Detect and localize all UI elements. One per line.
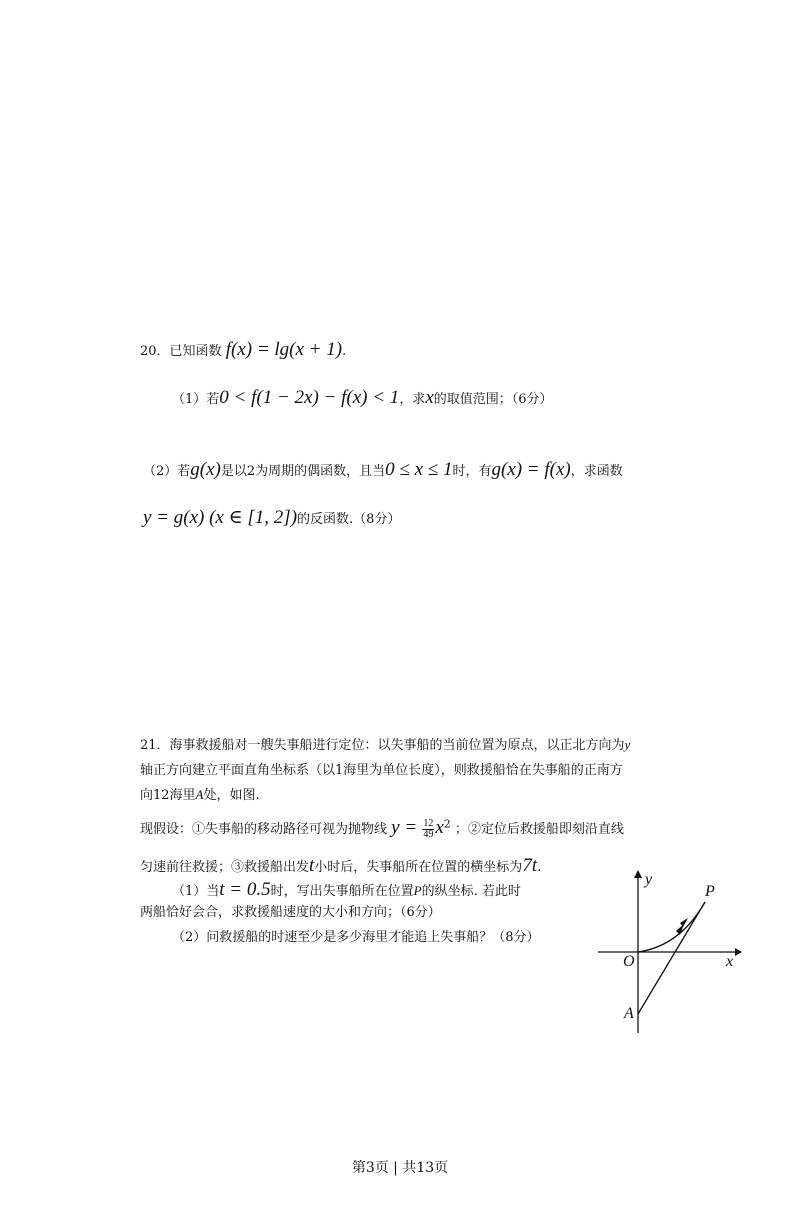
q21-line3 xyxy=(140,788,260,802)
q20-number: 20． xyxy=(140,344,170,359)
q21-line3-text-b: 处，如图. xyxy=(203,788,260,803)
page-footer: 第3页 | 共13页 xyxy=(351,1160,449,1176)
q20-part2-equation: g(x) = f(x) xyxy=(491,459,571,480)
figure-label-P: P xyxy=(705,883,715,900)
q20-part1-var: x xyxy=(425,387,434,408)
q21-part2 xyxy=(172,931,540,944)
q21-line3-var: A xyxy=(195,787,204,802)
q21-line1-var: y xyxy=(624,737,631,752)
parabola-curve xyxy=(638,902,705,952)
q20-part2-line2 xyxy=(143,508,400,527)
q21-line5 xyxy=(140,856,541,875)
parabola-direction-arrow-icon xyxy=(680,918,688,927)
q21-part1-label: （1）当 xyxy=(172,884,220,899)
q20-part2-condition: 0 ≤ x ≤ 1 xyxy=(385,459,453,480)
q21-line2-text: 轴正方向建立平面直角坐标系（以1海里为单位长度），则救援船恰在失事船的正南方 xyxy=(140,763,623,778)
q20-function: f(x) = lg(x + 1) xyxy=(225,339,343,360)
q20-part2-label: （2）若 xyxy=(143,464,191,479)
q21-part1-line2 xyxy=(140,906,441,919)
q21-line4-text-b: ；②定位后救援船即刻沿直线 xyxy=(454,822,624,837)
q20-part2-text2: 时，有 xyxy=(452,464,492,479)
figure-label-A: A xyxy=(624,1005,634,1022)
fraction-denominator: 49 xyxy=(423,829,434,840)
parabola-x: x xyxy=(435,817,444,838)
figure-label-x: x xyxy=(726,953,734,970)
coordinate-diagram xyxy=(595,866,745,1041)
q21-line5-text-b: 小时后，失事船所在位置的横坐标为 xyxy=(314,860,523,875)
q20-stem xyxy=(140,340,346,359)
x-axis-arrow-icon xyxy=(735,948,742,956)
q21-line4-text-a: 现假设：①失事船的移动路径可视为抛物线 xyxy=(140,822,388,837)
q21-line5-t: t xyxy=(309,855,315,876)
q21-line1 xyxy=(140,738,630,752)
q21-part1-line2-text: 两船恰好会合，求救援船速度的大小和方向；（6分） xyxy=(140,905,441,920)
figure-label-O: O xyxy=(623,953,635,970)
q20-part1-label: （1）若 xyxy=(172,392,220,407)
q21-part1-text-c: 的纵坐标. 若此时 xyxy=(421,884,521,899)
q21-line5-7t: 7t xyxy=(522,855,538,876)
fraction-numerator: 12 xyxy=(423,818,434,829)
q20-intro: 已知函数 xyxy=(169,344,222,359)
q20-part1-end: 的取值范围；（6分） xyxy=(433,392,553,407)
q21-part1-t: t = 0.5 xyxy=(219,879,271,900)
q21-line3-text-a: 向12海里 xyxy=(140,788,196,803)
figure-label-y: y xyxy=(645,871,653,888)
q21-line1-text: 21．海事救援船对一艘失事船进行定位：以失事船的当前位置为原点，以正北方向为 xyxy=(140,738,625,753)
q20-intro-end: . xyxy=(342,344,347,359)
q20-part2-g: g(x) xyxy=(190,459,221,480)
q20-part2-end: 的反函数.（8分） xyxy=(297,512,401,527)
q21-line5-end: . xyxy=(537,860,542,875)
parabola-fraction xyxy=(422,819,434,840)
q20-part1 xyxy=(172,388,553,407)
q21-line4 xyxy=(140,818,624,840)
q20-part2-text1: 是以2为周期的偶函数，且当 xyxy=(220,464,386,479)
parabola-exponent: 2 xyxy=(443,817,451,831)
q21-line5-text-a: 匀速前往救援；③救援船出发 xyxy=(140,860,310,875)
q21-part2-text: （2）问救援船的时速至少是多少海里才能追上失事船？（8分） xyxy=(172,930,540,945)
q21-line2 xyxy=(140,764,623,777)
q21-part1-text-b: 时，写出失事船所在位置 xyxy=(270,884,414,899)
q20-part2-text3: ，求函数 xyxy=(570,464,623,479)
q20-part2-function: y = g(x) (x ∈ [1, 2]) xyxy=(143,507,298,528)
q20-part2-line1 xyxy=(143,460,623,479)
y-axis-arrow-icon xyxy=(634,870,642,878)
q21-part1-line1 xyxy=(172,880,521,899)
q20-part1-inequality: 0 < f(1 − 2x) − f(x) < 1 xyxy=(219,387,400,408)
q20-part1-text: ，求 xyxy=(399,392,426,407)
q21-part1-P: P xyxy=(413,883,422,898)
parabola-lhs: y = xyxy=(391,817,418,838)
rescue-path-line xyxy=(638,902,705,1014)
